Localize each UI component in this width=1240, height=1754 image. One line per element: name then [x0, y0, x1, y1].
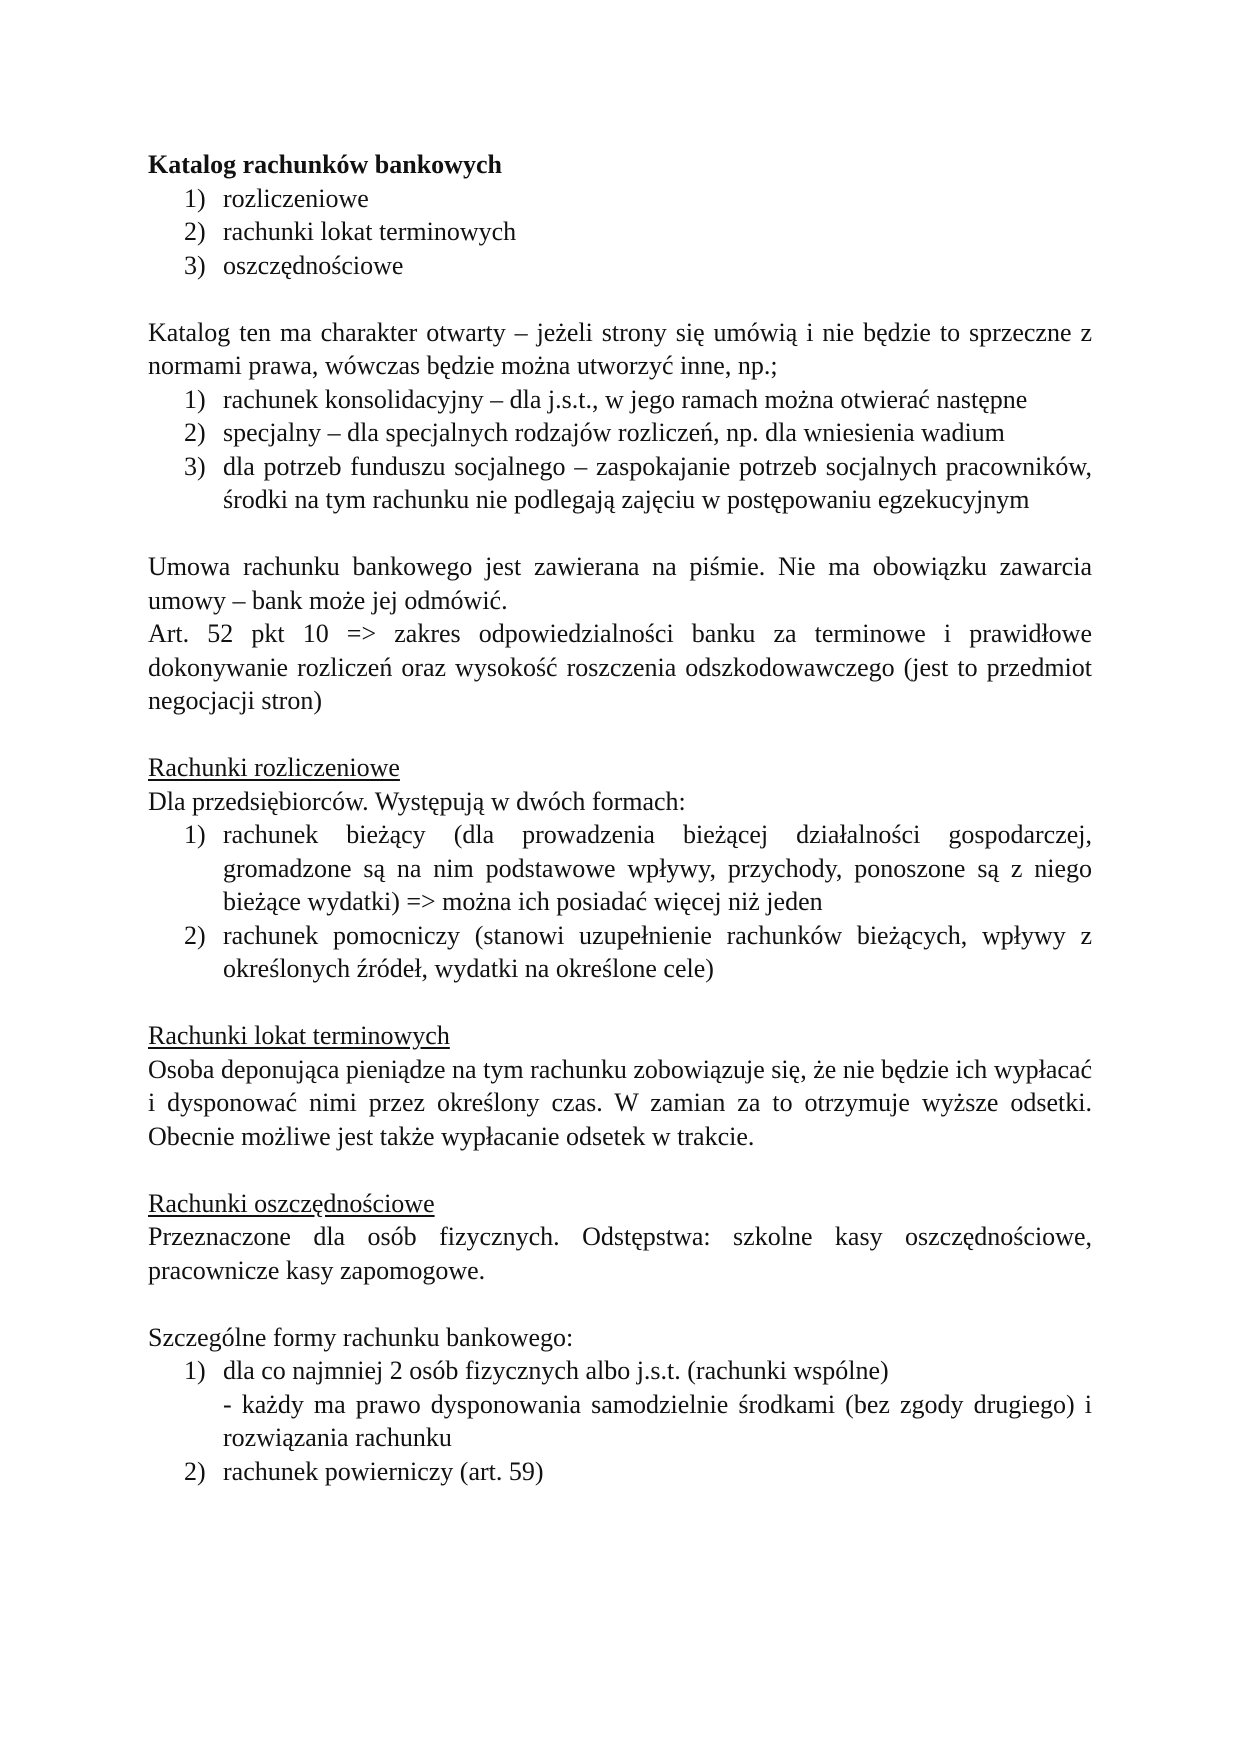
- agreement-section: [148, 550, 1092, 718]
- list-item: 1) rachunek bieżący (dla prowadzenia bieżącej działalności gospodarczej, gromadzone są na nim podstawowe wpływy, przychody, ponoszone są z niego bieżące wydatki) => można ich posiadać więcej niż jeden: [184, 820, 1092, 916]
- article-paragraph: Art. 52 pkt 10 => zakres odpowiedzialności banku za terminowe i prawidłowe dokonywanie rozliczeń oraz wysokość roszczenia odszkodowawczego (jest to przedmiot negocjacji stron): [148, 619, 1092, 715]
- settlement-section: [148, 751, 1092, 986]
- term-deposit-heading: Rachunki lokat terminowych: [148, 1021, 450, 1050]
- savings-section: [148, 1187, 1092, 1288]
- list-item-subnote: - każdy ma prawo dysponowania samodzielnie środkami (bez zgody drugiego) i rozwiązania rachunku: [223, 1389, 1092, 1452]
- savings-heading: Rachunki oszczędnościowe: [148, 1188, 435, 1218]
- catalog-list: [148, 182, 1092, 283]
- settlement-list: [148, 818, 1092, 986]
- term-deposit-paragraph: Osoba deponująca pieniądze na tym rachunku zobowiązuje się, że nie będzie ich wypłacać i dysponować nimi przez określony czas. W zamian za to otrzymuje wyższe odsetki. Obecnie możliwe jest także wypłacanie odsetek w trakcie.: [148, 1054, 1092, 1151]
- list-item: 2) rachunek pomocniczy (stanowi uzupełnienie rachunków bieżących, wpływy z określonych źródeł, wydatki na określone cele): [184, 920, 1092, 983]
- catalog-section: [148, 148, 1092, 282]
- list-item: 2) specjalny – dla specjalnych rodzajów rozliczeń, np. dla wniesienia wadium: [184, 418, 1005, 447]
- special-forms-intro: Szczególne formy rachunku bankowego:: [148, 1322, 574, 1352]
- open-catalog-section: [148, 316, 1092, 517]
- open-catalog-list: [148, 383, 1092, 517]
- list-item: 3) oszczędnościowe: [184, 250, 404, 280]
- list-item: 1) rozliczeniowe: [184, 183, 369, 213]
- list-item: 1) dla co najmniej 2 osób fizycznych albo j.s.t. (rachunki wspólne) - każdy ma prawo dysponowania samodzielnie środkami (bez zgody drugiego) i rozwiązania rachunku: [148, 1354, 1092, 1455]
- savings-paragraph: Przeznaczone dla osób fizycznych. Odstępstwa: szkolne kasy oszczędnościowe, pracownicze kasy zapomogowe.: [148, 1222, 1092, 1285]
- list-item: 3) dla potrzeb funduszu socjalnego – zaspokajanie potrzeb socjalnych pracowników, środki na tym rachunku nie podlegają zajęciu w postępowaniu egzekucyjnym: [184, 451, 1092, 514]
- term-deposit-section: [148, 1019, 1092, 1153]
- special-forms-list: [148, 1354, 1092, 1488]
- document-page: [148, 148, 1092, 1488]
- list-item: 2) rachunek powierniczy (art. 59): [184, 1456, 544, 1486]
- special-forms-section: [148, 1321, 1092, 1489]
- settlement-intro: Dla przedsiębiorców. Występują w dwóch formach:: [148, 786, 686, 816]
- settlement-heading: Rachunki rozliczeniowe: [148, 753, 400, 782]
- list-item: 2) rachunki lokat terminowych: [184, 217, 517, 246]
- open-catalog-paragraph: Katalog ten ma charakter otwarty – jeżeli strony się umówią i nie będzie to sprzeczne z normami prawa, wówczas będzie można utworzyć inne, np.;: [148, 317, 1092, 380]
- agreement-paragraph: Umowa rachunku bankowego jest zawierana na piśmie. Nie ma obowiązku zawarcia umowy – bank może jej odmówić.: [148, 552, 1092, 615]
- list-item: 1) rachunek konsolidacyjny – dla j.s.t., w jego ramach można otwierać następne: [184, 384, 1028, 414]
- catalog-title: Katalog rachunków bankowych: [148, 150, 502, 179]
